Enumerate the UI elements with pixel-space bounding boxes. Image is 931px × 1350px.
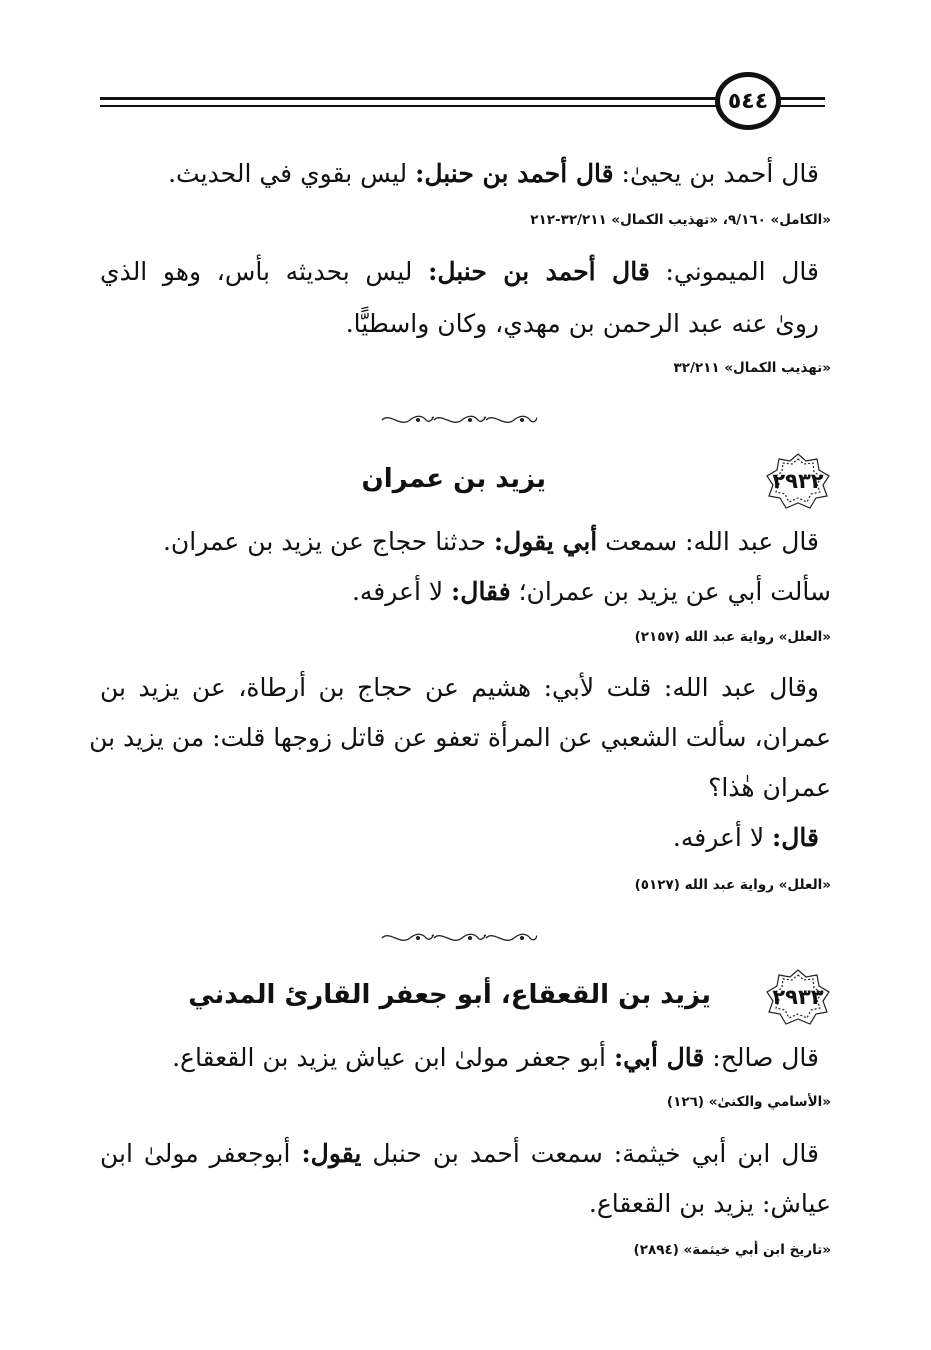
header-rule-right-bottom — [775, 105, 825, 107]
paragraph-line: عياش: يزيد بن القعقاع. — [588, 1189, 831, 1218]
bold-text: قال أحمد بن حنبل: — [415, 159, 614, 188]
paragraph-line: وقال عبد الله: قلت لأبي: هشيم عن حجاج بن أرطاة، عن يزيد بن — [100, 673, 819, 702]
bold-text: قال أحمد بن حنبل: — [428, 257, 650, 286]
paragraph-line — [163, 524, 819, 560]
paragraph-line: عمران، سألت الشعبي عن المرأة تعفو عن قاتل زوجها قلت: من يزيد بن — [89, 723, 831, 752]
entry-title: يزيد بن عمران — [361, 464, 546, 494]
paragraph-line — [100, 1136, 819, 1172]
text-run: ليس بحديثه بأس، وهو الذي — [100, 257, 429, 286]
bold-text: يقول: — [301, 1139, 362, 1168]
source-citation: «تاريخ ابن أبي خيثمة» (٢٨٩٤) — [633, 1242, 831, 1258]
bold-text: أبي يقول: — [493, 527, 598, 556]
bold-text: فقال: — [451, 577, 511, 606]
header-rule-right — [775, 97, 825, 100]
text-run: أبو جعفر مولىٰ ابن عياش يزيد بن القعقاع. — [172, 1043, 614, 1072]
entry-number-badge — [763, 967, 833, 1027]
source-citation: «تهذيب الكمال» ٣٢/٢١١ — [673, 360, 831, 376]
text-run: لا أعرفه. — [672, 823, 773, 852]
text-run: قال صالح: — [704, 1043, 819, 1072]
header-rule-bottom — [100, 105, 720, 107]
text-run: لا أعرفه. — [351, 577, 452, 606]
header-rule-top — [100, 97, 720, 100]
bold-text: قال أبي: — [613, 1043, 705, 1072]
text-run: أبوجعفر مولىٰ ابن — [100, 1139, 302, 1168]
source-citation: «العلل» رواية عبد الله (٥١٢٧) — [634, 877, 831, 893]
text-run: قال ابن أبي خيثمة: سمعت أحمد بن حنبل — [361, 1139, 819, 1168]
text-run: قال عبد الله: سمعت — [597, 527, 819, 556]
paragraph-line: عمران هٰذا؟ — [708, 773, 831, 802]
paragraph-line: رو‌ىٰ عنه عبد الرحمن بن مهدي، وكان واسطيًّا. — [345, 309, 819, 338]
ornament-divider — [380, 410, 540, 430]
paragraph-line — [172, 1040, 819, 1076]
text-run: ليس بقوي في الحديث. — [168, 159, 416, 188]
source-citation: «الكامل» ٩/١٦٠، «تهذيب الكمال» ٣٢/٢١١-٢١٢ — [530, 212, 831, 228]
text-run: قال أحمد بن يحيىٰ: — [613, 159, 819, 188]
page-number: ٥٤٤ — [715, 72, 781, 130]
text-run: قال الميموني: — [649, 257, 819, 286]
source-citation: «العلل» رواية عبد الله (٢١٥٧) — [634, 629, 831, 645]
source-citation: «الأسامي والكنىٰ» (١٢٦) — [666, 1094, 831, 1110]
bold-text: قال: — [772, 823, 819, 852]
paragraph-line — [673, 820, 819, 856]
text-run: سألت أبي عن يزيد بن عمران؛ — [510, 577, 831, 606]
paragraph-line — [352, 574, 831, 610]
paragraph-line — [168, 156, 819, 192]
paragraph-line — [100, 254, 819, 290]
entry-number: ٢٩٣٢ — [772, 469, 824, 493]
ornament-divider — [380, 928, 540, 948]
entry-number: ٢٩٣٣ — [772, 985, 824, 1009]
text-run: حدثنا حجاج عن يزيد بن عمران. — [162, 527, 494, 556]
entry-number-badge — [763, 451, 833, 511]
entry-title: يزيد بن القعقاع، أبو جعفر القارئ المدني — [188, 980, 711, 1010]
